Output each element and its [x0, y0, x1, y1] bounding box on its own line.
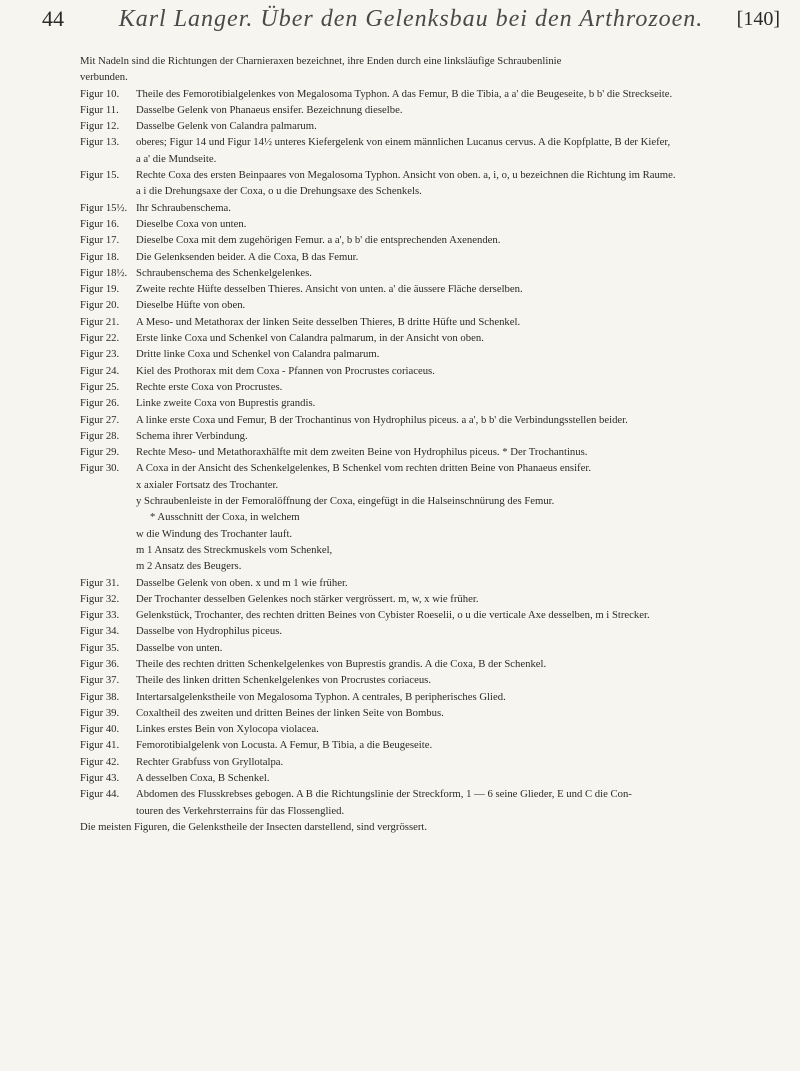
figure-caption: Rechte Coxa des ersten Beinpaares von Megalosoma Typhon. Ansicht von oben. a, i, o, u bezeichnen die Richtung im Raume.	[136, 169, 676, 182]
figure-caption: w die Windung des Trochanter lauft.	[136, 527, 293, 540]
figure-caption: m 2 Ansatz des Beugers.	[136, 560, 242, 573]
figure-label: Figur 11.	[80, 103, 119, 116]
figure-label: Figur 44.	[80, 788, 120, 801]
page-number: 44	[42, 6, 64, 31]
figure-label: Figur 32.	[80, 592, 120, 605]
plate-number: [140]	[736, 8, 780, 30]
legend-entry	[80, 428, 785, 444]
legend-entry	[80, 786, 785, 802]
legend-entry	[80, 493, 785, 509]
figure-caption: oberes; Figur 14 und Figur 14½ unteres Kiefergelenk von einem männlichen Lucanus cervus. A die Kopfplatte, B der Kiefer,	[136, 136, 671, 149]
figure-caption: Theile des Femorotibialgelenkes von Megalosoma Typhon. A das Femur, B die Tibia, a a' die Beugeseite, b b' die Streckseite.	[136, 87, 673, 100]
figure-caption: a a' die Mundseite.	[136, 152, 217, 165]
figure-label: Figur 42.	[80, 755, 120, 768]
figure-caption: Dasselbe Gelenk von Phanaeus ensifer. Bezeichnung dieselbe.	[136, 103, 403, 116]
legend-entry	[80, 412, 785, 428]
figure-caption: Schema ihrer Verbindung.	[136, 429, 248, 442]
figure-caption: Dasselbe von unten.	[136, 641, 223, 654]
figure-caption: Dieselbe Coxa mit dem zugehörigen Femur. a a', b b' die entsprechenden Axenenden.	[136, 234, 501, 247]
figure-caption: A Meso- und Metathorax der linken Seite desselben Thieres, B dritte Hüfte und Schenkel.	[136, 315, 521, 328]
figure-caption: A Coxa in der Ansicht des Schenkelgelenkes, B Schenkel vom rechten dritten Beine von Phanaeus ensifer.	[136, 462, 591, 475]
figure-caption: Schraubenschema des Schenkelgelenkes.	[136, 266, 312, 279]
legend-entry	[80, 705, 785, 721]
figure-label: Figur 12.	[80, 120, 120, 133]
figure-label: Figur 28.	[80, 429, 120, 442]
legend-entry	[80, 607, 785, 623]
legend-entry	[80, 509, 785, 525]
figure-label: Figur 36.	[80, 657, 120, 670]
figure-label: Figur 23.	[80, 348, 120, 361]
legend-entry	[80, 460, 785, 476]
figure-label: Figur 40.	[80, 723, 120, 736]
figure-caption: Zweite rechte Hüfte desselben Thieres. Ansicht von unten. a' die äussere Fläche derselben.	[136, 283, 523, 296]
figure-caption: * Ausschnitt der Coxa, in welchem	[150, 511, 300, 524]
figure-label: Figur 18.	[80, 250, 120, 263]
figure-caption: Rechte erste Coxa von Procrustes.	[136, 380, 283, 393]
figure-caption: Die Gelenksenden beider. A die Coxa, B das Femur.	[136, 250, 359, 263]
legend-entry	[80, 803, 785, 819]
legend-entry	[80, 200, 785, 216]
legend-entry	[80, 526, 785, 542]
legend-entry	[80, 134, 785, 150]
figure-caption: Erste linke Coxa und Schenkel von Calandra palmarum, in der Ansicht von oben.	[136, 332, 484, 345]
legend-entry	[80, 623, 785, 639]
figure-label: Figur 35.	[80, 641, 120, 654]
legend-entry	[80, 102, 785, 118]
entries-list	[80, 86, 785, 819]
legend-entry	[80, 656, 785, 672]
legend-entry	[80, 86, 785, 102]
figure-label: Figur 37.	[80, 674, 120, 687]
figure-label: Figur 26.	[80, 397, 120, 410]
figure-caption: Dritte linke Coxa und Schenkel von Calandra palmarum.	[136, 348, 380, 361]
legend-entry	[80, 477, 785, 493]
figure-caption: Dasselbe Gelenk von oben. x und m 1 wie früher.	[136, 576, 348, 589]
figure-caption: Abdomen des Flusskrebses gebogen. A B die Richtungslinie der Streckform, 1 — 6 seine Glieder, E und C die Con-	[136, 788, 632, 801]
legend-entry	[80, 542, 785, 558]
figure-label: Figur 29.	[80, 446, 120, 459]
legend-entry	[80, 167, 785, 183]
intro-paragraph	[80, 53, 785, 86]
page-header	[42, 6, 780, 40]
figure-caption: Dasselbe Gelenk von Calandra palmarum.	[136, 120, 317, 133]
figure-caption: Coxaltheil des zweiten und dritten Beines der linken Seite von Bombus.	[136, 706, 444, 719]
legend-entry	[80, 640, 785, 656]
legend-entry	[80, 183, 785, 199]
figure-caption: Intertarsalgelenkstheile von Megalosoma Typhon. A centrales, B peripherisches Glied.	[136, 690, 506, 703]
legend-entry	[80, 249, 785, 265]
figure-label: Figur 33.	[80, 609, 120, 622]
figure-label	[80, 183, 136, 199]
legend-entry	[80, 330, 785, 346]
figure-label: Figur 39.	[80, 706, 120, 719]
intro-line: Mit Nadeln sind die Richtungen der Charnieraxen bezeichnet, ihre Enden durch eine linksläufige Schraubenlinie	[80, 55, 562, 67]
running-title: Karl Langer. Über den Gelenksbau bei den Arthrozoen.	[118, 6, 704, 32]
figure-label: Figur 10.	[80, 87, 120, 100]
figure-label: Figur 34.	[80, 625, 120, 638]
figure-label	[80, 151, 136, 167]
legend-entry	[80, 346, 785, 362]
figure-label: Figur 20.	[80, 299, 120, 312]
figure-label	[80, 803, 136, 819]
legend-entry	[80, 379, 785, 395]
figure-label: Figur 38.	[80, 690, 120, 703]
figure-caption: Theile des linken dritten Schenkelgelenkes von Procrustes coriaceus.	[136, 674, 432, 687]
figure-label: Figur 15½.	[80, 201, 128, 214]
figure-label: Figur 31.	[80, 576, 120, 589]
figure-label: Figur 24.	[80, 364, 120, 377]
figure-label: Figur 13.	[80, 136, 120, 149]
figure-label: Figur 17.	[80, 234, 120, 247]
legend-entry	[80, 444, 785, 460]
figure-caption: Linke zweite Coxa von Buprestis grandis.	[136, 397, 316, 410]
figure-caption: Rechter Grabfuss von Gryllotalpa.	[136, 755, 284, 768]
legend-entry	[80, 151, 785, 167]
legend-entry	[80, 363, 785, 379]
legend-entry	[80, 591, 785, 607]
figure-caption: A linke erste Coxa und Femur, B der Trochantinus von Hydrophilus piceus. a a', b b' die Verbindungsstellen beider.	[136, 413, 628, 426]
figure-label: Figur 25.	[80, 380, 120, 393]
figure-label: Figur 22.	[80, 332, 120, 345]
legend-entry	[80, 754, 785, 770]
legend-entry	[80, 281, 785, 297]
legend-entry	[80, 672, 785, 688]
figure-caption: Ihr Schraubenschema.	[136, 201, 231, 214]
legend-entry	[80, 721, 785, 737]
legend-entry	[80, 770, 785, 786]
footer-note: Die meisten Figuren, die Gelenkstheile der Insecten darstellend, sind vergrössert.	[80, 820, 428, 833]
figure-caption: touren des Verkehrsterrains für das Flossenglied.	[136, 804, 345, 817]
figure-caption: x axialer Fortsatz des Trochanter.	[136, 478, 279, 491]
intro-line: verbunden.	[80, 71, 128, 84]
figure-caption: Rechte Meso- und Metathoraxhälfte mit dem zweiten Beine von Hydrophilus piceus. * Der Trochantinus.	[136, 446, 588, 459]
legend-entry	[80, 575, 785, 591]
figure-label: Figur 15.	[80, 169, 120, 182]
figure-label	[80, 526, 136, 542]
figure-label: Figur 27.	[80, 413, 120, 426]
figure-legend	[80, 53, 785, 835]
figure-label	[80, 493, 136, 509]
figure-caption: Kiel des Prothorax mit dem Coxa - Pfannen von Procrustes coriaceus.	[136, 364, 435, 377]
figure-caption: Gelenkstück, Trochanter, des rechten dritten Beines von Cybister Roeselii, o u die verticale Axe desselben, m i Strecker.	[136, 609, 650, 622]
figure-label: Figur 18½.	[80, 266, 128, 279]
figure-caption: Der Trochanter desselben Gelenkes noch stärker vergrössert. m, w, x wie früher.	[136, 592, 479, 605]
figure-label	[80, 509, 136, 525]
figure-caption: Dasselbe von Hydrophilus piceus.	[136, 625, 283, 638]
figure-caption: Dieselbe Hüfte von oben.	[136, 299, 246, 312]
legend-entry	[80, 689, 785, 705]
figure-caption: y Schraubenleiste in der Femoralöffnung der Coxa, eingefügt in die Halseinschnürung des Femur.	[136, 495, 555, 508]
legend-entry	[80, 297, 785, 313]
figure-caption: m 1 Ansatz des Streckmuskels vom Schenkel,	[136, 543, 333, 556]
figure-label: Figur 16.	[80, 217, 120, 230]
legend-entry	[80, 216, 785, 232]
legend-entry	[80, 395, 785, 411]
figure-caption: Dieselbe Coxa von unten.	[136, 217, 247, 230]
figure-caption: Linkes erstes Bein von Xylocopa violacea.	[136, 723, 319, 736]
legend-entry	[80, 265, 785, 281]
figure-label: Figur 30.	[80, 462, 120, 475]
figure-caption: A desselben Coxa, B Schenkel.	[136, 772, 270, 785]
figure-label	[80, 477, 136, 493]
legend-entry	[80, 118, 785, 134]
figure-caption: Femorotibialgelenk von Locusta. A Femur, B Tibia, a die Beugeseite.	[136, 739, 433, 752]
legend-entry	[80, 737, 785, 753]
figure-label: Figur 19.	[80, 283, 120, 296]
legend-entry	[80, 314, 785, 330]
figure-label: Figur 21.	[80, 315, 120, 328]
figure-caption: a i die Drehungsaxe der Coxa, o u die Drehungsaxe des Schenkels.	[136, 185, 422, 198]
figure-caption: Theile des rechten dritten Schenkelgelenkes von Buprestis grandis. A die Coxa, B der Schenkel.	[136, 657, 547, 670]
legend-entry	[80, 558, 785, 574]
figure-label: Figur 41.	[80, 739, 120, 752]
figure-label	[80, 558, 136, 574]
figure-label: Figur 43.	[80, 772, 120, 785]
figure-label	[80, 542, 136, 558]
legend-entry	[80, 232, 785, 248]
